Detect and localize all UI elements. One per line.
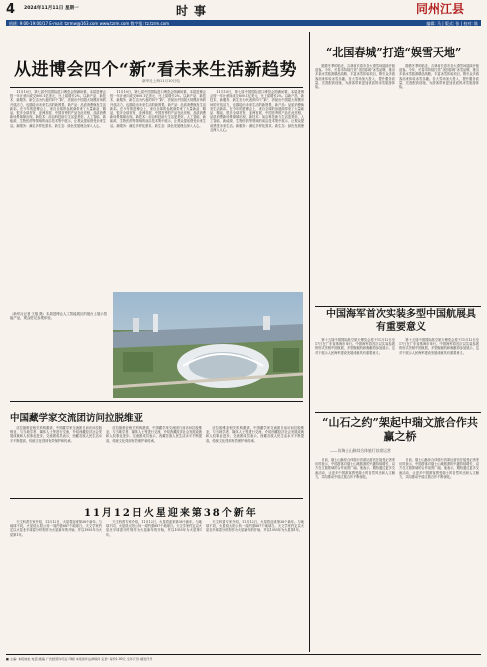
- article1-col2: 11月10日，第七届中国国际进口博览会圆满闭幕。本届进博会按一年计意向成交800.1亿美元，比上届增长2%。以新产品、新技术、新服务、新生态为代表的四个“新”，折射出中国超大规模市场的开放活力，也描绘出未来生活的新图景。新产品：品质消费焕发生活新彩。在今年的进博会上，来自全球的参展商带来了大量新品、精品，很多全球首发、亚洲首展、中国首秀的产品在此亮相，品质消费新场景频频出现。新技术：前沿科技助力生活更美好。人工智能、新能源、生物医药等领域的前沿技术集中展示，让观众提前感受未来生活。新服务：满足多样化需求。新生态：绿色发展理念深入人心。: [110, 90, 206, 128]
- article6-col1: 天文科普专家介绍，11月12日，火星将迎来第38个新年。与地球不同，火星绕太阳公转一周约需687个地球日。天文学家约定以火星北半球春分时刻作为火星新年的开始，并以1955年为火星第1年。: [10, 520, 102, 537]
- divider: [10, 401, 303, 402]
- article3-title: 中国海军首次实装多型中国航展具有重要意义: [326, 309, 476, 333]
- photo-caption: （新华社记者 王翔 摄）本届进博会人工智能展区的展台上展示智能产品，观众驻足参观体验。: [10, 312, 108, 321]
- article6-title: 11月12日火星迎来第38个新年: [84, 508, 258, 519]
- article6-col3: 天文科普专家介绍，11月12日，火星将迎来第38个新年。与地球不同，火星绕太阳公转一周约需687个地球日。天文学家约定以火星北半球春分时刻作为火星新年的开始，并以1955年为火星第1年。: [206, 520, 304, 533]
- article1-title: 从进博会四个“新”看未来生活新趋势: [14, 60, 298, 80]
- divider: [315, 412, 481, 413]
- article4-title: “山石之约”架起中瑞文旅合作共赢之桥: [322, 416, 478, 443]
- date-line: 2024年11月11日 星期一: [24, 6, 79, 11]
- info-bar-left: 值班: 9:00-19:00/17 E-mail: tzrmw@163.com www.tzrm.com 数字报: tz.tzrm.com: [9, 20, 170, 26]
- footer-rule: [6, 654, 481, 655]
- aerial-photo: [113, 292, 303, 398]
- article4-col1: 日前，瑞士山脉综合体旅行首席运营官在接受记者采访时表示，中国游客对瑞士山地旅游的兴趣持续增长，双方在文旅领域的合作前景广阔。他表示，期待通过更多交流活动，让更多中国游客感受瑞士的自然风光和人文魅力，共同推动中瑞文旅合作不断深化。: [315, 458, 395, 479]
- article1-col3: 11月10日，第七届中国国际进口博览会圆满闭幕。本届进博会按一年计意向成交800.1亿美元，比上届增长2%。以新产品、新技术、新服务、新生态为代表的四个“新”，折射出中国超大规模市场的开放活力，也描绘出未来生活的新图景。新产品：品质消费焕发生活新彩。在今年的进博会上，来自全球的参展商带来了大量新品、精品，很多全球首发、亚洲首展、中国首秀的产品在此亮相，品质消费新场景频频出现。新技术：前沿科技助力生活更美好。人工智能、新能源、生物医药等领域的前沿技术集中展示，让观众提前感受未来生活。新服务：满足多样化需求。新生态：绿色发展理念深入人心。: [210, 90, 304, 132]
- article5-col2: 应拉脱维亚相关机构邀请，中国藏学家交流团日前访问拉脱维亚，与当地学者、媒体人士等进行交流，介绍西藏经济社会发展成就和人权事业进步。交流团成员表示，西藏各族人民生活水平不断提高，传统文化得到有效保护和传承。: [106, 426, 202, 443]
- divider: [10, 87, 303, 88]
- section-title: 时事: [176, 4, 213, 18]
- info-bar-right: 编辑: 马 | 版式: 张 | 校对: 陈: [426, 20, 478, 26]
- divider: [10, 498, 303, 499]
- spacer-2: [210, 380, 304, 381]
- article1-col1: 11月10日，第七届中国国际进口博览会圆满闭幕。本届进博会按一年计意向成交800.1亿美元，比上届增长2%。以新产品、新技术、新服务、新生态为代表的四个“新”，折射出中国超大规模市场的开放活力，也描绘出未来生活的新图景。新产品：品质消费焕发生活新彩。在今年的进博会上，来自全球的参展商带来了大量新品、精品，很多全球首发、亚洲首展、中国首秀的产品在此亮相，品质消费新场景频频出现。新技术：前沿科技助力生活更美好。人工智能、新能源、生物医药等领域的前沿技术集中展示，让观众提前感受未来生活。新服务：满足多样化需求。新生态：绿色发展理念深入人心。: [10, 90, 106, 128]
- footer-info: ■ 主编: 本报地址 电话 邮编 广告经营许可证 印刷 本报常年法律顾问 定价: 每份1.00元 全年订价 邮发代号: [6, 657, 153, 661]
- article2-col1: 随着冬季的临近，吉林省长春市各大滑雪场陆续开板迎客。今年，长春市持续打造“北国春城”冰雪品牌，推出多条冰雪旅游精品线路，丰富冰雪体验项目，吸引众多游客前来体验冰雪乐趣。各大雪场加大投入，提升服务质量，完善配套设施，为游客带来更加优质的冰雪旅游体验。: [315, 64, 395, 90]
- article4-col2: 日前，瑞士山脉综合体旅行首席运营官在接受记者采访时表示，中国游客对瑞士山地旅游的兴趣持续增长，双方在文旅领域的合作前景广阔。他表示，期待通过更多交流活动，让更多中国游客感受瑞士的自然风光和人文魅力，共同推动中瑞文旅合作不断深化。: [399, 458, 479, 479]
- article5-title: 中国藏学家交流团访问拉脱维亚: [10, 413, 144, 424]
- photo-caption-box: [10, 312, 110, 384]
- column-divider: [309, 32, 310, 652]
- article2-title: “北国春城”打造“娱雪天地”: [326, 46, 462, 59]
- divider: [315, 306, 481, 307]
- article1-byline: 新华社上海11月10日电: [142, 79, 180, 83]
- article5-col1: 应拉脱维亚相关机构邀请，中国藏学家交流团日前访问拉脱维亚，与当地学者、媒体人士等进行交流，介绍西藏经济社会发展成就和人权事业进步。交流团成员表示，西藏各族人民生活水平不断提高，传统文化得到有效保护和传承。: [10, 426, 102, 443]
- page-number: 4: [6, 2, 16, 17]
- article5-col3: 应拉脱维亚相关机构邀请，中国藏学家交流团日前访问拉脱维亚，与当地学者、媒体人士等进行交流，介绍西藏经济社会发展成就和人权事业进步。交流团成员表示，西藏各族人民生活水平不断提高，传统文化得到有效保护和传承。: [206, 426, 304, 443]
- article3-col1: 第十五届中国国际航空航天博览会将于11月12日至17日在广东省珠海市举行。中国海军将首次以实装参展的形式亮相中国航展，多型舰载机和舰艇将参加展示，这对于展示人民海军建设发展成就具有重要意义。: [315, 338, 395, 355]
- article2-col2: 随着冬季的临近，吉林省长春市各大滑雪场陆续开板迎客。今年，长春市持续打造“北国春城”冰雪品牌，推出多条冰雪旅游精品线路，丰富冰雪体验项目，吸引众多游客前来体验冰雪乐趣。各大雪场加大投入，提升服务质量，完善配套设施，为游客带来更加优质的冰雪旅游体验。: [399, 64, 479, 90]
- article6-col2: 天文科普专家介绍，11月12日，火星将迎来第38个新年。与地球不同，火星绕太阳公转一周约需687个地球日。天文学家约定以火星北半球春分时刻作为火星新年的开始，并以1955年为火星第1年。: [106, 520, 202, 537]
- info-bar: [6, 20, 481, 26]
- article3-col2: 第十五届中国国际航空航天博览会将于11月12日至17日在广东省珠海市举行。中国海军将首次以实装参展的形式亮相中国航展，多型舰载机和舰艇将参加展示，这对于展示人民海军建设发展成就具有重要意义。: [399, 338, 479, 355]
- article4-subtitle: ——访瑞士山脉综合体旅行首席运营: [330, 448, 391, 453]
- newspaper-logo: 同州江县: [416, 2, 465, 16]
